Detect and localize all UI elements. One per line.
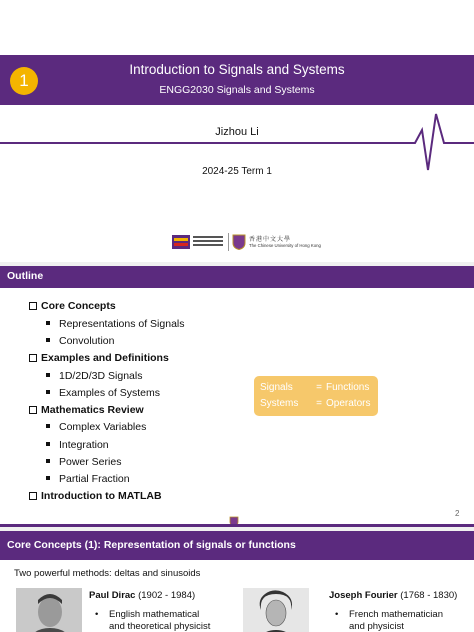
- callout-row-signals: Signals = Functions: [260, 382, 370, 393]
- electronic-engineering-logo-icon: [172, 235, 190, 249]
- dirac-name: Paul Dirac (1902 - 1984): [89, 590, 196, 601]
- square-bullet-icon: [46, 338, 50, 342]
- outline-subitem: Representations of Signals: [46, 318, 185, 330]
- term-label: 2024-25 Term 1: [202, 166, 272, 177]
- outline-subitem: Complex Variables: [46, 421, 146, 433]
- outline-item: Core Concepts: [29, 300, 116, 312]
- title-slide: [0, 0, 474, 262]
- chapter-badge: 1: [10, 67, 38, 95]
- logo-strip: [172, 232, 321, 252]
- square-bullet-icon: [46, 424, 50, 428]
- author-name: Jizhou Li: [215, 126, 259, 138]
- outline-item: Examples and Definitions: [29, 352, 169, 364]
- callout-row-systems: Systems = Operators: [260, 398, 371, 409]
- outline-subitem: Examples of Systems: [46, 387, 160, 399]
- outline-subitem: Convolution: [46, 335, 114, 347]
- checkbox-bullet-icon: [29, 302, 37, 310]
- dirac-portrait: [16, 588, 82, 632]
- slide-title: Introduction to Signals and Systems: [129, 62, 345, 77]
- slide-title: Outline: [7, 270, 44, 282]
- page-number: 2: [455, 509, 460, 518]
- department-wordmark: [193, 236, 223, 248]
- cuhk-name-chinese: 香港中文大學: [249, 237, 292, 243]
- square-bullet-icon: [46, 459, 50, 463]
- slide-title: Core Concepts (1): Representation of signals or functions: [7, 539, 296, 551]
- outline-subitem: Power Series: [46, 456, 121, 468]
- outline-subitem: Partial Fraction: [46, 473, 130, 485]
- outline-subitem: 1D/2D/3D Signals: [46, 370, 142, 382]
- slide-header-bar: [0, 266, 474, 288]
- square-bullet-icon: [46, 390, 50, 394]
- outline-item: Introduction to MATLAB: [29, 490, 162, 502]
- fourier-portrait: [243, 588, 309, 632]
- checkbox-bullet-icon: [29, 492, 37, 500]
- portrait-engraving-icon: [243, 588, 309, 632]
- fourier-name: Joseph Fourier (1768 - 1830): [329, 590, 458, 601]
- square-bullet-icon: [46, 373, 50, 377]
- checkbox-bullet-icon: [29, 354, 37, 362]
- cuhk-crest-icon: [232, 234, 246, 250]
- square-bullet-icon: [46, 442, 50, 446]
- definition-callout: [254, 376, 378, 416]
- intro-text: Two powerful methods: deltas and sinusoids: [14, 568, 201, 579]
- cuhk-name-english: The Chinese University of Hong Kong: [249, 243, 321, 248]
- checkbox-bullet-icon: [29, 406, 37, 414]
- portrait-photo-icon: [16, 588, 82, 632]
- logo-divider: [228, 233, 229, 251]
- square-bullet-icon: [46, 476, 50, 480]
- course-subtitle: ENGG2030 Signals and Systems: [159, 84, 315, 96]
- outline-item: Mathematics Review: [29, 404, 144, 416]
- square-bullet-icon: [46, 321, 50, 325]
- core-concepts-slide: Core Concepts (1): Representation of signals or functions Two powerful methods: deltas and sinusoids Paul Dirac (1902 - 1984) • English mathematical and theoretical physicist Joseph Fourier (1768 - 1830) • French mathematician and physicist: [0, 531, 474, 632]
- outline-subitem: Integration: [46, 439, 109, 451]
- outline-slide: [0, 266, 474, 527]
